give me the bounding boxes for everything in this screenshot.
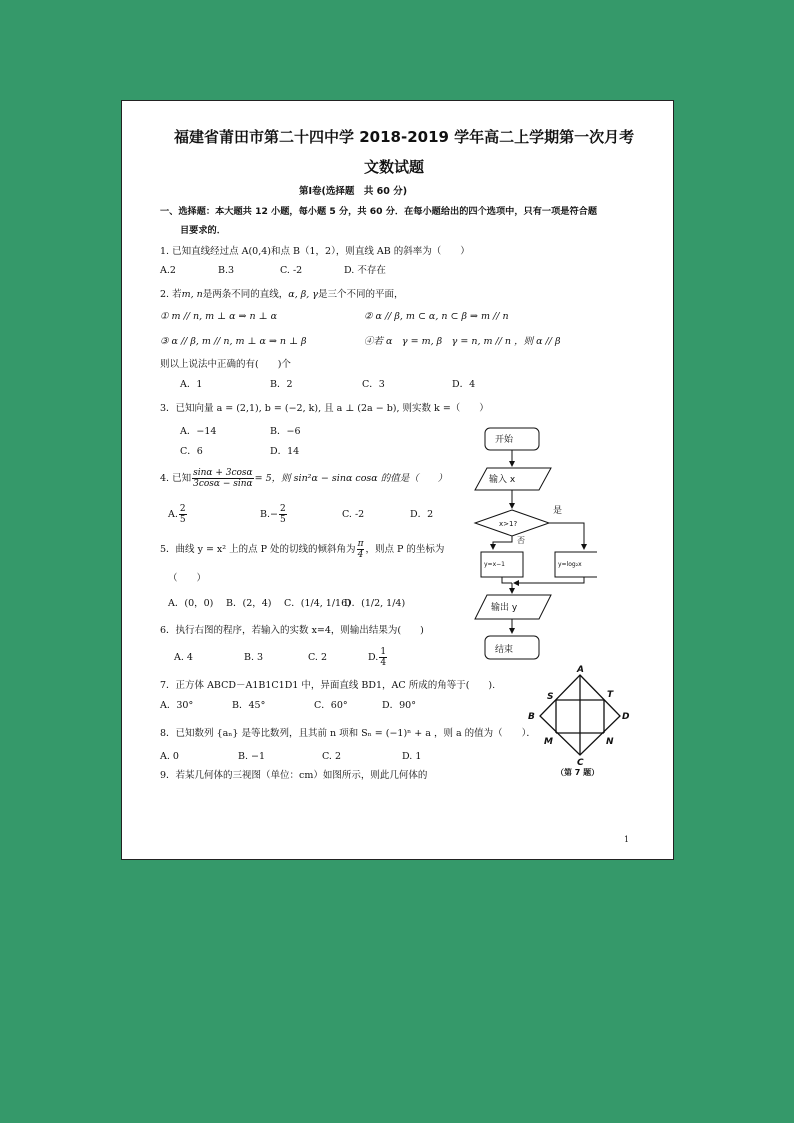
- q2-option-c: C．3: [362, 379, 385, 390]
- q5-post: ，则点 P 的坐标为: [365, 544, 445, 555]
- q4-pre: 4. 已知: [160, 473, 192, 484]
- figure-7-label-s: S: [547, 692, 554, 702]
- q8-option-d: D. 1: [402, 751, 422, 762]
- q6-option-d-label: D.: [368, 652, 379, 663]
- figure-7-label-a: A: [577, 665, 584, 675]
- q3-option-c: C．6: [180, 446, 203, 457]
- flowchart-start-label: 开始: [495, 435, 514, 445]
- q3-option-b: B．−6: [270, 426, 301, 437]
- q4-post: = 5，则 sin²α − sinα cosα 的值是（ ）: [254, 473, 448, 484]
- q4-option-a-label: A.: [168, 509, 178, 520]
- q6-option-d: [368, 645, 388, 671]
- section-heading: 第Ⅰ卷(选择题 共 60 分): [299, 186, 408, 197]
- q1-stem: 1. 已知直线经过点 A(0,4)和点 B（1，2），则直线 AB 的斜率为（ ）: [160, 246, 470, 257]
- q5-fraction: [357, 539, 365, 560]
- figure-7-label-t: T: [607, 690, 614, 700]
- q2-option-a: A．1: [180, 379, 203, 390]
- q1-option-d: D. 不存在: [344, 265, 386, 276]
- q4-option-b-den: 5: [279, 515, 286, 525]
- flowchart-merge-line: [502, 577, 512, 583]
- flowchart-end-label: 结束: [495, 645, 514, 655]
- q5-option-b: B．(2，4): [226, 598, 272, 609]
- q7-option-d: D．90°: [382, 700, 416, 711]
- q4-option-c: C. -2: [342, 509, 365, 520]
- q2-option-d: D．4: [452, 379, 476, 390]
- q3-option-d: D．14: [270, 446, 300, 457]
- flowchart-input-label: 输入 x: [489, 475, 516, 485]
- q4-option-a-fraction: [179, 504, 187, 525]
- q2-statement-4: ④若 α γ = m, β γ = n, m // n ，则 α // β: [364, 336, 561, 347]
- q5-option-d: D．(1/2, 1/4): [344, 598, 406, 609]
- flowchart-cond-label: x>1?: [499, 520, 518, 528]
- flowchart: [467, 421, 597, 666]
- q8-stem: 8．已知数列 {aₙ} 是等比数列，且其前 n 项和 Sₙ = (−1)ⁿ + a ，则 a 的值为（ ）．: [160, 728, 536, 739]
- q2-statement-1: ① m // n, m ⊥ α ⇒ n ⊥ α: [160, 311, 278, 322]
- exam-subtitle: 文数试题: [364, 158, 425, 176]
- q4-option-a: [168, 502, 188, 528]
- q4-option-b-num: 2: [279, 504, 286, 514]
- figure-7-label-n: N: [606, 737, 614, 747]
- flowchart-output-label: 输出 y: [491, 603, 518, 613]
- q6-option-b: B. 3: [244, 652, 264, 663]
- flowchart-right-label: y=log₂x: [558, 561, 582, 568]
- q5-denominator: 4: [357, 550, 364, 560]
- q6-option-c: C. 2: [308, 652, 328, 663]
- q4-option-a-den: 5: [179, 515, 186, 525]
- q5-option-a: A．(0，0): [168, 598, 214, 609]
- figure-7-label-c: C: [577, 758, 584, 768]
- q4-option-b: [260, 502, 288, 528]
- flowchart-arrow-no: [493, 536, 512, 549]
- flowchart-left-label: y=x−1: [484, 561, 505, 568]
- q2-option-b: B．2: [270, 379, 293, 390]
- q2-stem-b: 是两条不同的直线，: [202, 289, 289, 300]
- q2-statement-3: ③ α // β, m // n, m ⊥ α ⇒ n ⊥ β: [160, 336, 307, 347]
- q4-denominator: 3cosα − sinα: [193, 479, 253, 489]
- flowchart-merge-arrow: [514, 577, 584, 583]
- flowchart-arrow-yes: [549, 523, 584, 549]
- figure-7-label-m: M: [544, 737, 553, 747]
- q4-option-b-fraction: [279, 504, 287, 525]
- q2-question: 则以上说法中正确的有( )个: [160, 359, 291, 370]
- q2-planes: α, β, γ: [288, 289, 318, 300]
- q6-stem: 6．执行右图的程序，若输入的实数 x=4，则输出结果为( ): [160, 625, 424, 636]
- q2-vars: m, n: [181, 289, 203, 300]
- q6-option-d-fraction: [379, 647, 387, 668]
- q5-option-c: C．(1/4, 1/16): [284, 598, 351, 609]
- q8-option-a: A. 0: [160, 751, 179, 762]
- q4-option-d: D．2: [410, 509, 434, 520]
- figure-7-diagram: [522, 663, 632, 778]
- q9-stem: 9．若某几何体的三视图（单位：cm）如图所示，则此几何体的: [160, 770, 428, 781]
- q7-option-a: A．30°: [160, 700, 194, 711]
- q6-option-a: A. 4: [174, 652, 193, 663]
- exam-title: 福建省莆田市第二十四中学 2018-2019 学年高二上学期第一次月考: [174, 128, 635, 146]
- exam-page: [121, 100, 674, 860]
- q2-stem-c: 是三个不同的平面，: [317, 289, 404, 300]
- figure-7-label-b: B: [528, 712, 535, 722]
- q3-option-a: A．−14: [180, 426, 217, 437]
- q4-option-a-num: 2: [179, 504, 186, 514]
- q6-option-d-num: 1: [380, 647, 387, 657]
- q5-numerator: π: [357, 539, 364, 549]
- q1-option-c: C. -2: [280, 265, 303, 276]
- q2-stem: [160, 289, 403, 301]
- q4-numerator: sinα + 3cosα: [193, 468, 253, 478]
- q4-stem: [160, 465, 447, 493]
- q7-option-b: B．45°: [232, 700, 266, 711]
- q8-option-b: B. −1: [238, 751, 266, 762]
- flowchart-no-label: 否: [517, 536, 525, 545]
- q5-pre: 5．曲线 y = x² 上的点 P 处的切线的倾斜角为: [160, 544, 356, 555]
- q4-fraction: [192, 468, 254, 489]
- q3-stem: 3．已知向量 a = (2,1), b = (−2, k), 且 a ⊥ (2a − b), 则实数 k =（ ）: [160, 403, 489, 414]
- q5-stem: [160, 537, 444, 563]
- q2-statement-2: ② α // β, m ⊂ α, n ⊂ β ⇒ m // n: [364, 311, 509, 322]
- figure-7-caption: （第 7 题）: [556, 768, 600, 777]
- q6-option-d-den: 4: [380, 658, 387, 668]
- q1-option-a: A.2: [160, 265, 176, 276]
- figure-7-label-d: D: [622, 712, 630, 722]
- q7-stem: 7．正方体 ABCD－A1B1C1D1 中，异面直线 BD1，AC 所成的角等于( ).: [160, 680, 496, 691]
- q7-option-c: C．60°: [314, 700, 348, 711]
- q4-option-b-label: B.−: [260, 509, 278, 520]
- q1-option-b: B.3: [218, 265, 235, 276]
- q2-stem-a: 2. 若: [160, 289, 182, 300]
- flowchart-yes-label: 是: [553, 506, 563, 516]
- page-number: 1: [624, 835, 630, 844]
- instructions-line1: 一、选择题：本大题共 12 小题，每小题 5 分，共 60 分．在每小题给出的四个选项中，只有一项是符合题: [160, 206, 598, 217]
- q8-option-c: C. 2: [322, 751, 342, 762]
- q5-blank: （ ）: [168, 573, 207, 584]
- instructions-line2: 目要求的．: [180, 225, 226, 236]
